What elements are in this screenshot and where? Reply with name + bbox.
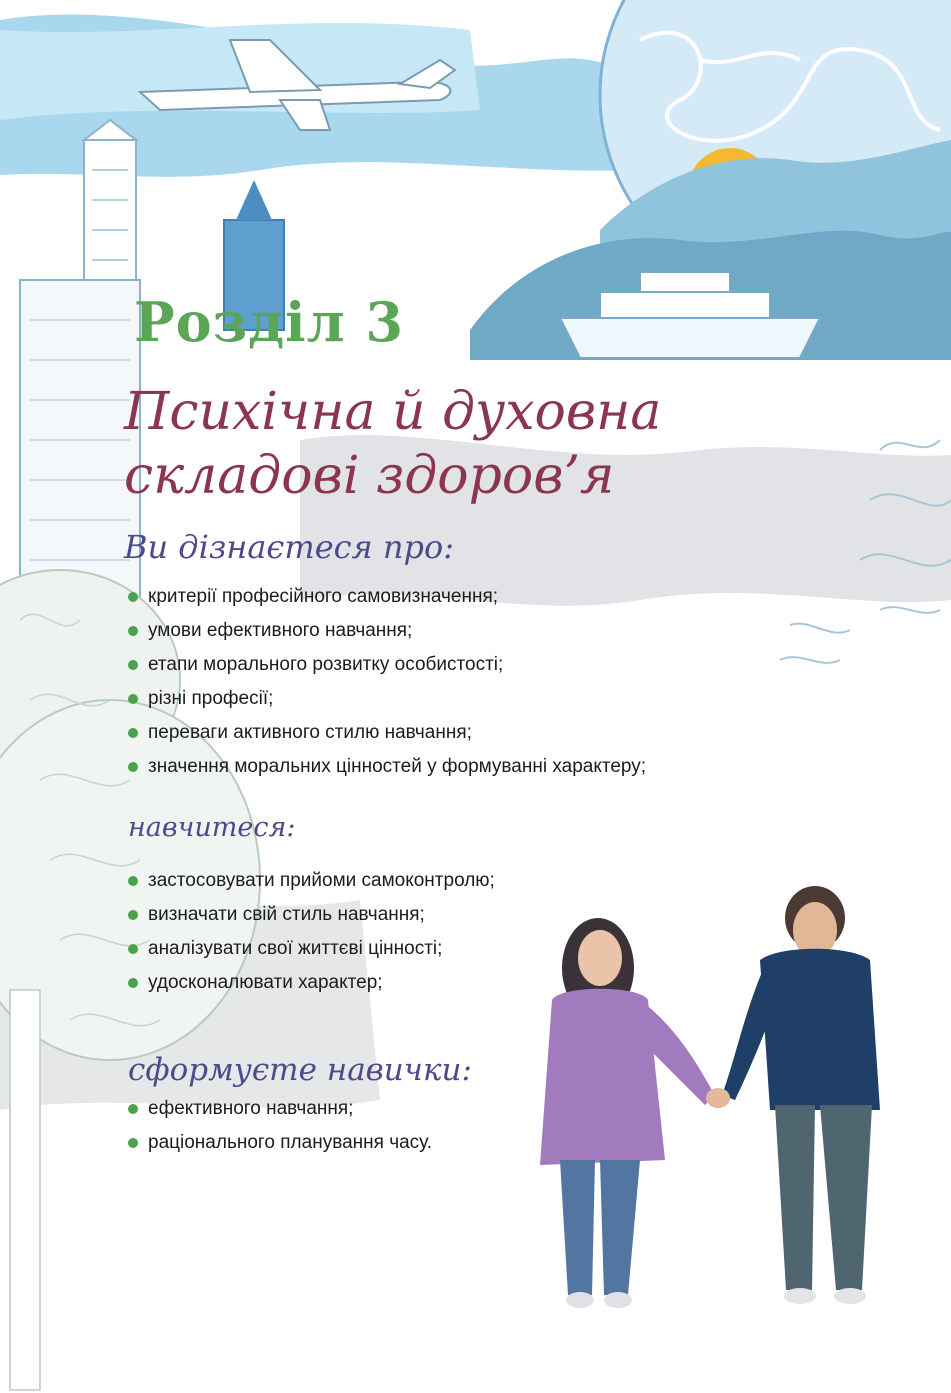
list-item: різні професії; [126, 682, 646, 716]
cruise-ship-deck [600, 292, 770, 318]
habits-heading: сформуєте навички: [128, 1052, 472, 1088]
list-item: визначати свій стиль навчання; [126, 898, 495, 932]
couple-illustration [540, 886, 880, 1308]
chapter-number: Розділ 3 [134, 290, 405, 354]
list-item: аналізувати свої життєві цінності; [126, 932, 495, 966]
skills-heading: навчитеся: [128, 812, 296, 843]
list-item: раціонального планування часу. [126, 1126, 432, 1160]
chapter-title [124, 380, 724, 508]
learn-list [126, 580, 646, 784]
habits-list [126, 1092, 432, 1160]
list-item: етапи морального розвитку особистості; [126, 648, 646, 682]
list-item: умови ефективного навчання; [126, 614, 646, 648]
list-item: удосконалювати характер; [126, 966, 495, 1000]
chapter-title-line-1: Психічна й духовна [124, 382, 662, 442]
skills-list [126, 864, 495, 1000]
chapter-title-line-2: складові здоров’я [124, 446, 615, 506]
list-item: переваги активного стилю навчання; [126, 716, 646, 750]
learn-heading: Ви дізнаєтеся про: [124, 528, 455, 566]
list-item: ефективного навчання; [126, 1092, 432, 1126]
tree-trunk [10, 990, 40, 1390]
list-item: значення моральних цінностей у формуванні характеру; [126, 750, 646, 784]
cruise-ship-hull [560, 318, 820, 358]
list-item: критерії професійного самовизначення; [126, 580, 646, 614]
list-item: застосовувати прийоми самоконтролю; [126, 864, 495, 898]
